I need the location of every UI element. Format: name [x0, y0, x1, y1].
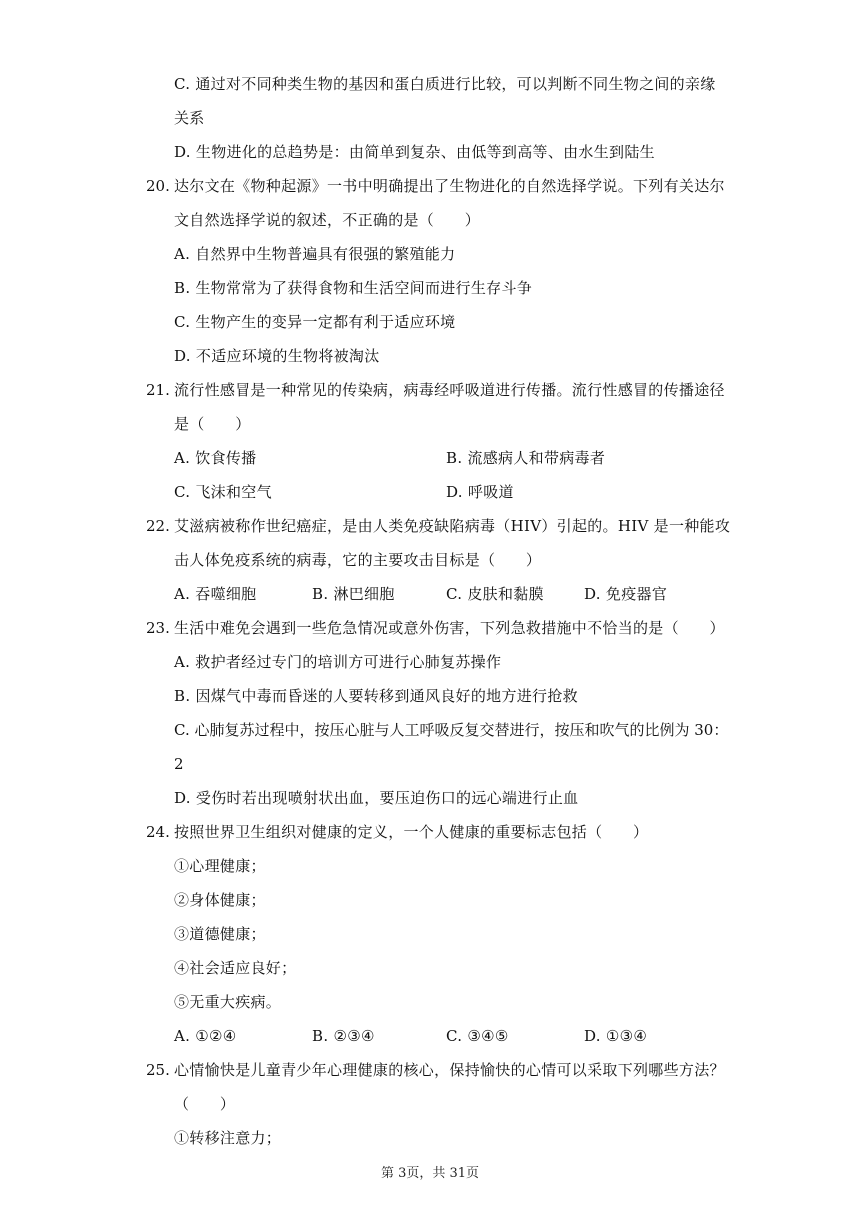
- q20-option-c: C. 生物产生的变异一定都有利于适应环境: [174, 313, 456, 331]
- q24-option-b: B. ②③④: [312, 1027, 375, 1045]
- q23-number: 23.: [146, 619, 170, 637]
- q25-stem: 心情愉快是儿童青少年心理健康的核心，保持愉快的心情可以采取下列哪些方法？: [174, 1061, 725, 1079]
- q20-option-b: B. 生物常常为了获得食物和生活空间而进行生存斗争: [174, 279, 533, 297]
- page-footer: 第 3页，共 31页: [380, 1166, 480, 1181]
- q25-number: 25.: [146, 1061, 170, 1079]
- q24-number: 24.: [146, 823, 170, 841]
- q22-option-d: D. 免疫器官: [584, 585, 668, 603]
- q22-option-b: B. 淋巴细胞: [312, 585, 395, 603]
- q19-option-d: D. 生物进化的总趋势是：由简单到复杂、由低等到高等、由水生到陆生: [174, 143, 655, 161]
- q20-stem-cont: 文自然选择学说的叙述，不正确的是（ ）: [174, 211, 481, 229]
- q23-option-c-cont: 2: [174, 755, 184, 773]
- q24-item-1: ①心理健康；: [174, 857, 266, 875]
- q19-option-c: C. 通过对不同种类生物的基因和蛋白质进行比较，可以判断不同生物之间的亲缘: [174, 75, 716, 93]
- q24-item-3: ③道德健康；: [174, 925, 266, 943]
- q24-option-d: D. ①③④: [584, 1027, 648, 1045]
- q22-option-c: C. 皮肤和黏膜: [446, 585, 544, 603]
- q19-option-c-cont: 关系: [174, 109, 205, 127]
- q21-option-d: D. 呼吸道: [446, 483, 514, 501]
- q23-option-c: C. 心肺复苏过程中，按压心脏与人工呼吸反复交替进行，按压和吹气的比例为 30：: [174, 721, 729, 739]
- q24-stem: 按照世界卫生组织对健康的定义，一个人健康的重要标志包括（ ）: [174, 823, 649, 841]
- q22-stem-cont: 击人体免疫系统的病毒，它的主要攻击目标是（ ）: [174, 551, 542, 569]
- q24-item-5: ⑤无重大疾病。: [174, 993, 282, 1011]
- q21-option-a: A. 饮食传播: [174, 449, 257, 467]
- q25-item-1: ①转移注意力；: [174, 1129, 282, 1147]
- q23-option-d: D. 受伤时若出现喷射状出血，要压迫伤口的远心端进行止血: [174, 789, 579, 807]
- q23-option-b: B. 因煤气中毒而昏迷的人要转移到通风良好的地方进行抢救: [174, 687, 578, 705]
- q20-stem: 达尔文在《物种起源》一书中明确提出了生物进化的自然选择学说。下列有关达尔: [174, 177, 725, 195]
- q23-stem: 生活中难免会遇到一些危急情况或意外伤害，下列急救措施中不恰当的是（ ）: [174, 619, 725, 637]
- q21-option-b: B. 流感病人和带病毒者: [446, 449, 606, 467]
- q23-option-a: A. 救护者经过专门的培训方可进行心肺复苏操作: [174, 653, 502, 671]
- q21-option-c: C. 飞沫和空气: [174, 483, 272, 501]
- q22-stem: 艾滋病被称作世纪癌症，是由人类免疫缺陷病毒（HIV）引起的。HIV 是一种能攻: [174, 517, 731, 535]
- q22-option-a: A. 吞噬细胞: [174, 585, 257, 603]
- q21-stem: 流行性感冒是一种常见的传染病，病毒经呼吸道进行传播。流行性感冒的传播途径: [174, 381, 725, 399]
- q22-number: 22.: [146, 517, 170, 535]
- q24-item-4: ④社会适应良好；: [174, 959, 297, 977]
- q24-option-a: A. ①②④: [174, 1027, 237, 1045]
- q20-option-d: D. 不适应环境的生物将被淘汰: [174, 347, 380, 365]
- q21-number: 21.: [146, 381, 170, 399]
- q24-option-c: C. ③④⑤: [446, 1027, 509, 1045]
- q20-number: 20.: [146, 177, 170, 195]
- q24-item-2: ②身体健康；: [174, 891, 266, 909]
- q25-stem-cont: （ ）: [174, 1095, 236, 1113]
- q20-option-a: A. 自然界中生物普遍具有很强的繁殖能力: [174, 245, 456, 263]
- q21-stem-cont: 是（ ）: [174, 415, 251, 433]
